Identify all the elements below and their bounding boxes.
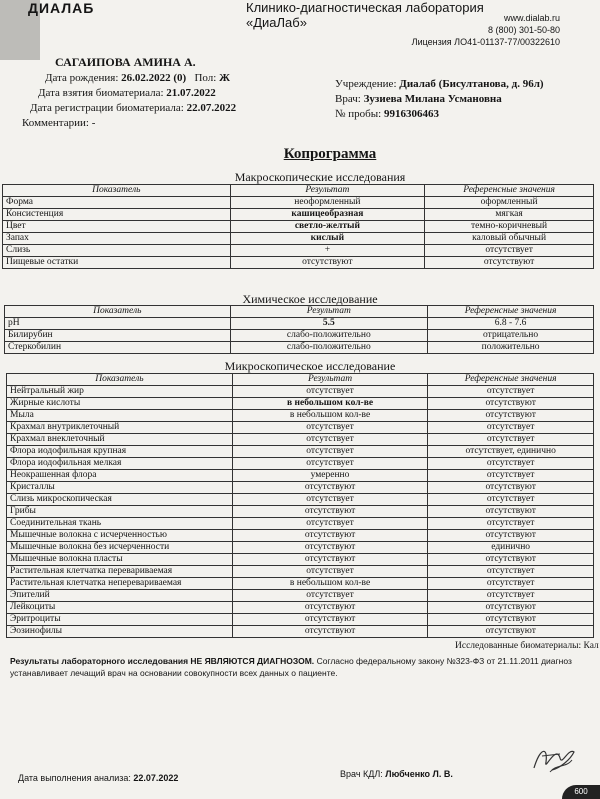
param-reference: отсутствует [428, 578, 594, 590]
param-result: отсутствуют [232, 554, 428, 566]
param-result: отсутствует [232, 518, 428, 530]
param-result: в небольшом кол-ве [232, 578, 428, 590]
table-row [7, 530, 594, 542]
param-reference: мягкая [425, 209, 594, 221]
param-name: Цвет [3, 221, 231, 233]
param-result: отсутствует [232, 566, 428, 578]
table-row [7, 602, 594, 614]
table-row [7, 458, 594, 470]
param-result: отсутствует [232, 590, 428, 602]
table-row [7, 470, 594, 482]
param-reference: отсутствуют [428, 602, 594, 614]
param-result: отсутствуют [232, 530, 428, 542]
section-macro-title: Макроскопические исследования [234, 170, 406, 184]
param-name: Слизь микроскопическая [7, 494, 233, 506]
param-name: Мышечные волокна без исчерченности [7, 542, 233, 554]
param-reference: темно-коричневый [425, 221, 594, 233]
param-reference: 6.8 - 7.6 [428, 318, 594, 330]
biomaterial-type: Исследованные биоматериалы: Кал [455, 641, 599, 651]
col-header: Референсные значения [428, 374, 594, 386]
institution: Учреждение: Диалаб (Бисултанова, д. 96л) [335, 78, 544, 90]
param-name: Грибы [7, 506, 233, 518]
page-title: Копрограмма [283, 146, 377, 162]
biomaterial-date: Дата взятия биоматериала: 21.07.2022 [38, 87, 216, 99]
table-row [7, 410, 594, 422]
param-reference: отсутствует [425, 245, 594, 257]
table-row [5, 318, 594, 330]
param-result: отсутствует [232, 422, 428, 434]
param-name: Неокрашенная флора [7, 470, 233, 482]
param-reference: каловый обычный [425, 233, 594, 245]
param-result: 5.5 [230, 318, 428, 330]
param-name: Флора иодофильная крупная [7, 446, 233, 458]
param-name: Кристаллы [7, 482, 233, 494]
table-row [7, 494, 594, 506]
analysis-date: Дата выполнения анализа: 22.07.2022 [18, 773, 179, 783]
table-header-row [7, 374, 594, 386]
param-name: Стеркобилин [5, 342, 231, 354]
param-reference: отсутствуют [425, 257, 594, 269]
col-header: Референсные значения [428, 306, 594, 318]
col-header: Референсные значения [425, 185, 594, 197]
param-result: слабо-положительно [230, 342, 428, 354]
registration-date: Дата регистрации биоматериала: 22.07.2022 [30, 102, 237, 114]
param-result: в небольшом кол-ве [232, 398, 428, 410]
param-result: светло-желтый [230, 221, 425, 233]
param-name: Растительная клетчатка перевариваемая [7, 566, 233, 578]
param-reference: отсутствуют [428, 530, 594, 542]
param-name: Растительная клетчатка неперевариваемая [7, 578, 233, 590]
param-name: Форма [3, 197, 231, 209]
col-header: Результат [230, 306, 428, 318]
param-result: отсутствуют [232, 482, 428, 494]
table-row [7, 482, 594, 494]
param-name: Эпителий [7, 590, 233, 602]
param-name: Билирубин [5, 330, 231, 342]
section-micro-title: Микроскопическое исследование [224, 359, 396, 373]
param-reference: отсутствуют [428, 626, 594, 638]
param-name: Эозинофилы [7, 626, 233, 638]
param-name: Мышечные волокна пласты [7, 554, 233, 566]
param-reference: отсутствует [428, 590, 594, 602]
param-reference: отсутствует [428, 518, 594, 530]
table-row [7, 434, 594, 446]
param-name: Консистенция [3, 209, 231, 221]
table-row [5, 342, 594, 354]
table-row [3, 197, 594, 209]
table-row [7, 614, 594, 626]
param-name: Нейтральный жир [7, 386, 233, 398]
param-result: неоформленный [230, 197, 425, 209]
table-header-row [5, 306, 594, 318]
param-result: отсутствует [232, 386, 428, 398]
param-name: pH [5, 318, 231, 330]
param-reference: отсутствуют [428, 398, 594, 410]
param-result: слабо-положительно [230, 330, 428, 342]
param-result: в небольшом кол-ве [232, 410, 428, 422]
table-row [7, 422, 594, 434]
table-row [7, 590, 594, 602]
param-result: отсутствуют [232, 614, 428, 626]
param-result: отсутствуют [232, 506, 428, 518]
param-reference: отсутствуют [428, 554, 594, 566]
param-reference: отсутствует [428, 422, 594, 434]
doctor: Врач: Зузиева Милана Усмановна [335, 93, 502, 105]
table-row [7, 626, 594, 638]
param-reference: отсутствуют [428, 410, 594, 422]
param-reference: отсутствует [428, 494, 594, 506]
table-row [3, 245, 594, 257]
table-row [7, 554, 594, 566]
param-name: Лейкоциты [7, 602, 233, 614]
param-result: + [230, 245, 425, 257]
col-header: Показатель [5, 306, 231, 318]
sample-number: № пробы: 9916306463 [335, 108, 439, 120]
param-name: Крахмал внеклеточный [7, 434, 233, 446]
param-reference: отсутствуют [428, 614, 594, 626]
table-row [7, 506, 594, 518]
param-reference: отсутствуют [428, 482, 594, 494]
param-result: отсутствуют [232, 626, 428, 638]
lab-title: Клинико-диагностическая лаборатория «ДиаЛаб» [246, 0, 484, 30]
table-row [7, 566, 594, 578]
table-row [7, 446, 594, 458]
param-reference: отсутствует [428, 566, 594, 578]
param-result: отсутствует [232, 434, 428, 446]
param-reference: отсутствует, единично [428, 446, 594, 458]
param-name: Мыла [7, 410, 233, 422]
param-result: отсутствует [232, 446, 428, 458]
macro-table [2, 184, 594, 269]
param-result: отсутствуют [230, 257, 425, 269]
patient-name: САГАИПОВА АМИНА А. [55, 55, 196, 69]
param-result: кислый [230, 233, 425, 245]
table-header-row [3, 185, 594, 197]
corner-badge: 600 [562, 785, 600, 799]
param-result: отсутствует [232, 458, 428, 470]
param-reference: оформленный [425, 197, 594, 209]
table-row [3, 233, 594, 245]
micro-table [6, 373, 594, 638]
param-reference: отсутствует [428, 470, 594, 482]
param-result: умеренно [232, 470, 428, 482]
table-row [7, 518, 594, 530]
param-reference: отрицательно [428, 330, 594, 342]
table-row [3, 257, 594, 269]
param-reference: отсутствует [428, 458, 594, 470]
param-name: Соединительная ткань [7, 518, 233, 530]
param-result: отсутствует [232, 494, 428, 506]
param-name: Запах [3, 233, 231, 245]
table-row [7, 542, 594, 554]
section-chem-title: Химическое исследование [242, 292, 378, 306]
table-row [3, 209, 594, 221]
disclaimer: Результаты лабораторного исследования НЕ ЯВЛЯЮТСЯ ДИАГНОЗОМ. Согласно федеральному закону №323-ФЗ от 21.11.2011 диагноз устанавливает лечащий врач на основании совокупности всех данных о пациенте. [10, 656, 572, 678]
param-name: Эритроциты [7, 614, 233, 626]
patient-birth: Дата рождения: 26.02.2022 (0) Пол: Ж [45, 72, 230, 84]
param-name: Крахмал внутриклеточный [7, 422, 233, 434]
param-reference: отсутствует [428, 386, 594, 398]
table-row [5, 330, 594, 342]
table-row [7, 386, 594, 398]
col-header: Показатель [3, 185, 231, 197]
table-row [7, 578, 594, 590]
lab-contacts: www.dialab.ru 8 (800) 301-50-80 Лицензия ЛО41-01137-77/00322610 [411, 13, 560, 47]
signature-image [530, 738, 580, 778]
param-reference: отсутствует [428, 434, 594, 446]
param-reference: единично [428, 542, 594, 554]
table-row [3, 221, 594, 233]
param-result: отсутствуют [232, 602, 428, 614]
col-header: Результат [232, 374, 428, 386]
col-header: Результат [230, 185, 425, 197]
col-header: Показатель [7, 374, 233, 386]
param-result: отсутствуют [232, 542, 428, 554]
chem-table [4, 305, 594, 354]
param-reference: отсутствуют [428, 506, 594, 518]
table-row [7, 398, 594, 410]
doctor-kdl: Врач КДЛ: Любченко Л. В. [340, 769, 453, 779]
param-name: Флора иодофильная мелкая [7, 458, 233, 470]
param-name: Мышечные волокна с исчерченностью [7, 530, 233, 542]
param-result: кашицеобразная [230, 209, 425, 221]
lab-logo: ДИАЛАБ [28, 0, 95, 16]
param-reference: положительно [428, 342, 594, 354]
comment: Комментарии: - [22, 117, 96, 129]
param-name: Жирные кислоты [7, 398, 233, 410]
param-name: Пищевые остатки [3, 257, 231, 269]
param-name: Слизь [3, 245, 231, 257]
